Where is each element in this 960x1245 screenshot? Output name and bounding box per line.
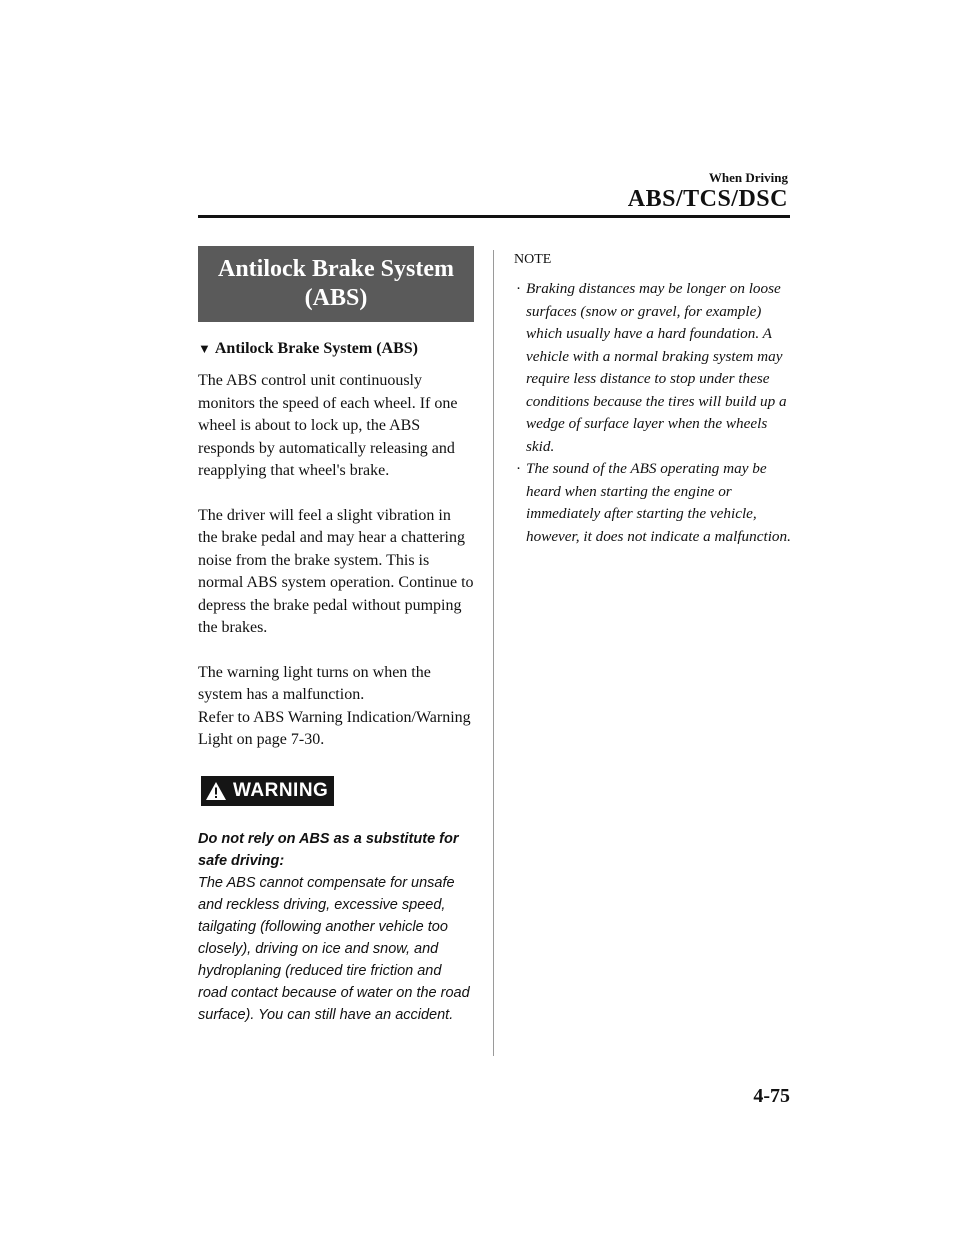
- warning-text: The ABS cannot compensate for unsafe and reckless driving, excessive speed, tailgating (following another vehicle too closely), driving on ice and snow, and hydroplaning (reduced tire friction and road contact because of water on the road surface). You can still have an accident.: [198, 874, 470, 1023]
- header-section-title: ABS/TCS/DSC: [627, 186, 788, 212]
- body-paragraph: The warning light turns on when the system has a malfunction.: [198, 663, 431, 703]
- body-paragraph: The driver will feel a slight vibration in the brake pedal and may hear a chattering noise from the brake system. This is normal ABS system operation. Continue to depress the brake pedal without pumping the brakes.: [198, 506, 474, 636]
- warning-title: Do not rely on ABS as a substitute for safe driving:: [198, 830, 459, 869]
- body-paragraph: The ABS control unit continuously monitors the speed of each wheel. If one wheel is about to lock up, the ABS responds by automatically releasing and reapplying that wheel's brake.: [198, 372, 458, 479]
- warning-triangle-icon: [205, 781, 227, 801]
- header-rule: [198, 215, 790, 218]
- note-label: NOTE: [514, 252, 552, 267]
- note-text: Braking distances may be longer on loose surfaces (snow or gravel, for example) which usually have a hard foundation. A vehicle with a normal braking system may require less distance to stop under these conditions because the tires will build up a wedge of surface layer when the wheels skid.: [526, 280, 787, 455]
- left-column: [198, 246, 474, 1026]
- subheading-text: Antilock Brake System (ABS): [214, 340, 418, 357]
- bullet-dot-icon: ·: [516, 280, 522, 297]
- section-title-line2: (ABS): [304, 285, 368, 311]
- note-item: [512, 278, 792, 458]
- header-chapter: When Driving: [708, 170, 788, 185]
- warning-badge: [201, 776, 334, 806]
- subheading: [198, 339, 474, 359]
- body-paragraph: Refer to ABS Warning Indication/Warning Light on page 7-30.: [198, 708, 471, 748]
- bullet-dot-icon: ·: [516, 460, 522, 477]
- column-divider: [493, 250, 494, 1056]
- right-column: [512, 250, 792, 548]
- section-title-line1: Antilock Brake System: [218, 256, 454, 282]
- note-list: [512, 278, 792, 548]
- triangle-down-icon: ▼: [198, 341, 211, 356]
- section-title-box: [198, 246, 474, 322]
- page-number: 4-75: [753, 1085, 790, 1107]
- note-text: The sound of the ABS operating may be heard when starting the engine or immediately after starting the vehicle, however, it does not indicate a malfunction.: [526, 460, 791, 545]
- note-item: [512, 458, 792, 548]
- warning-badge-label: WARNING: [233, 779, 329, 801]
